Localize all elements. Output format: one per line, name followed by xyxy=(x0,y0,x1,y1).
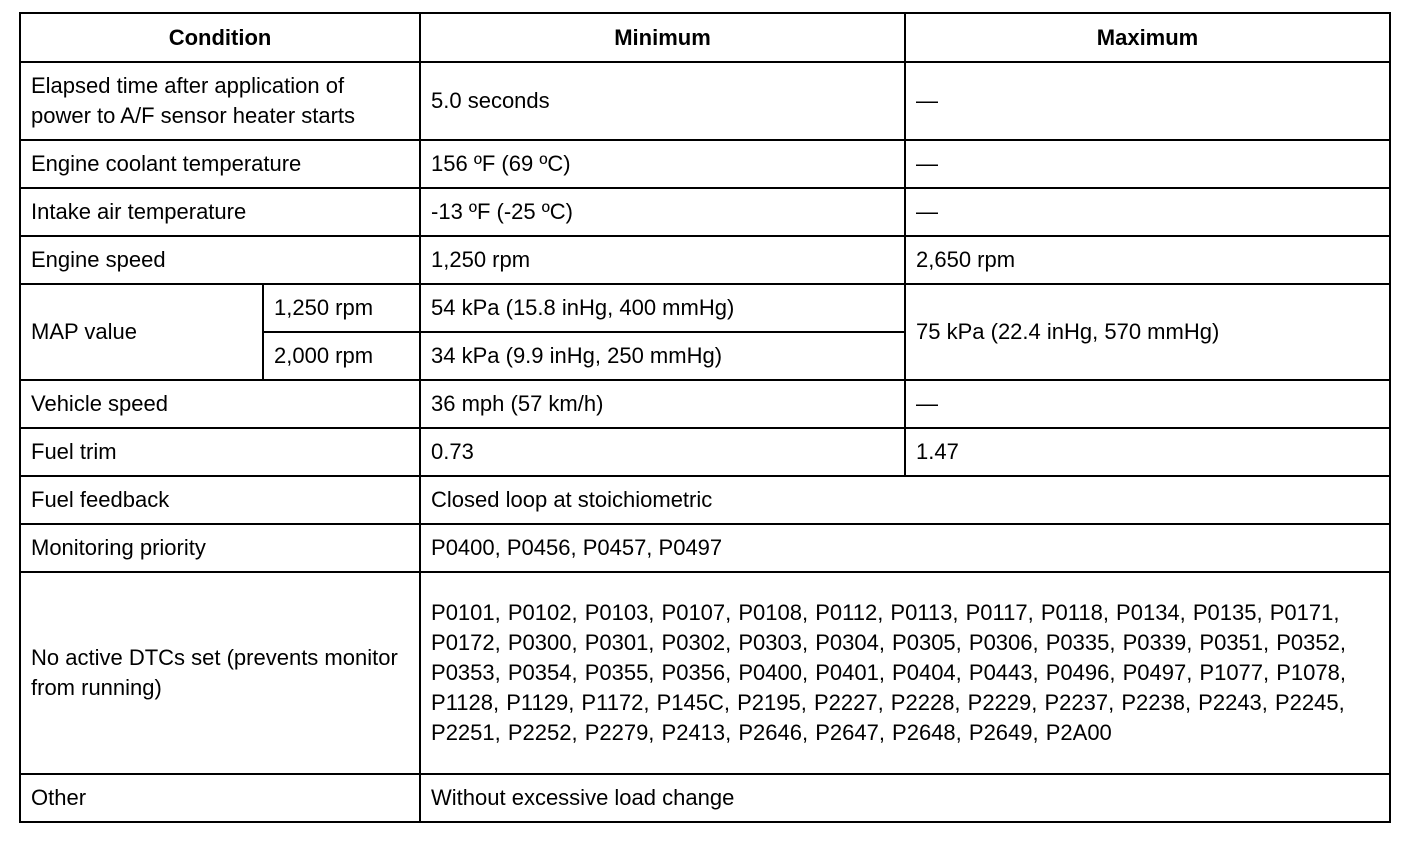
table-row xyxy=(20,524,1390,572)
table-row xyxy=(20,774,1390,822)
condition-label: Engine coolant temperature xyxy=(20,140,420,188)
table-row xyxy=(20,236,1390,284)
table-row xyxy=(20,476,1390,524)
table-row xyxy=(20,140,1390,188)
conditions-table xyxy=(19,12,1391,823)
condition-label: Other xyxy=(20,774,420,822)
condition-label: No active DTCs set (prevents monitor from running) xyxy=(20,572,420,774)
maximum-value: 75 kPa (22.4 inHg, 570 mmHg) xyxy=(905,284,1390,380)
minimum-value: 0.73 xyxy=(420,428,905,476)
sub-condition-label: 2,000 rpm xyxy=(263,332,420,380)
header-maximum: Maximum xyxy=(905,13,1390,62)
table-row xyxy=(20,380,1390,428)
condition-label: MAP value xyxy=(20,284,263,380)
minimum-value: -13 ºF (-25 ºC) xyxy=(420,188,905,236)
condition-value: P0400, P0456, P0457, P0497 xyxy=(420,524,1390,572)
maximum-value: 2,650 rpm xyxy=(905,236,1390,284)
minimum-value: 1,250 rpm xyxy=(420,236,905,284)
header-minimum: Minimum xyxy=(420,13,905,62)
condition-label: Intake air temperature xyxy=(20,188,420,236)
condition-label: Elapsed time after application of power to A/F sensor heater starts xyxy=(20,62,420,140)
minimum-value: 36 mph (57 km/h) xyxy=(420,380,905,428)
condition-label: Fuel trim xyxy=(20,428,420,476)
header-condition: Condition xyxy=(20,13,420,62)
maximum-value: 1.47 xyxy=(905,428,1390,476)
condition-label: Vehicle speed xyxy=(20,380,420,428)
maximum-value: — xyxy=(905,62,1390,140)
table-row xyxy=(20,428,1390,476)
condition-label: Monitoring priority xyxy=(20,524,420,572)
minimum-value: 5.0 seconds xyxy=(420,62,905,140)
table-row xyxy=(20,284,1390,332)
table-row xyxy=(20,62,1390,140)
condition-label: Engine speed xyxy=(20,236,420,284)
minimum-value: 34 kPa (9.9 inHg, 250 mmHg) xyxy=(420,332,905,380)
maximum-value: — xyxy=(905,188,1390,236)
table-row xyxy=(20,572,1390,774)
minimum-value: 156 ºF (69 ºC) xyxy=(420,140,905,188)
maximum-value: — xyxy=(905,140,1390,188)
table-header-row xyxy=(20,13,1390,62)
table-row xyxy=(20,188,1390,236)
maximum-value: — xyxy=(905,380,1390,428)
condition-value: Without excessive load change xyxy=(420,774,1390,822)
condition-value: Closed loop at stoichiometric xyxy=(420,476,1390,524)
dtc-list: P0101, P0102, P0103, P0107, P0108, P0112, P0113, P0117, P0118, P0134, P0135, P0171, P0172, P0300, P0301, P0302, P0303, P0304, P0305, P0306, P0335, P0339, P0351, P0352, P0353, P0354, P0355, P0356, P0400, P0401, P0404, P0443, P0496, P0497, P1077, P1078, P1128, P1129, P1172, P145C, P2195, P2227, P2228, P2229, P2237, P2238, P2243, P2245, P2251, P2252, P2279, P2413, P2646, P2647, P2648, P2649, P2A00 xyxy=(420,572,1390,774)
condition-label: Fuel feedback xyxy=(20,476,420,524)
sub-condition-label: 1,250 rpm xyxy=(263,284,420,332)
minimum-value: 54 kPa (15.8 inHg, 400 mmHg) xyxy=(420,284,905,332)
